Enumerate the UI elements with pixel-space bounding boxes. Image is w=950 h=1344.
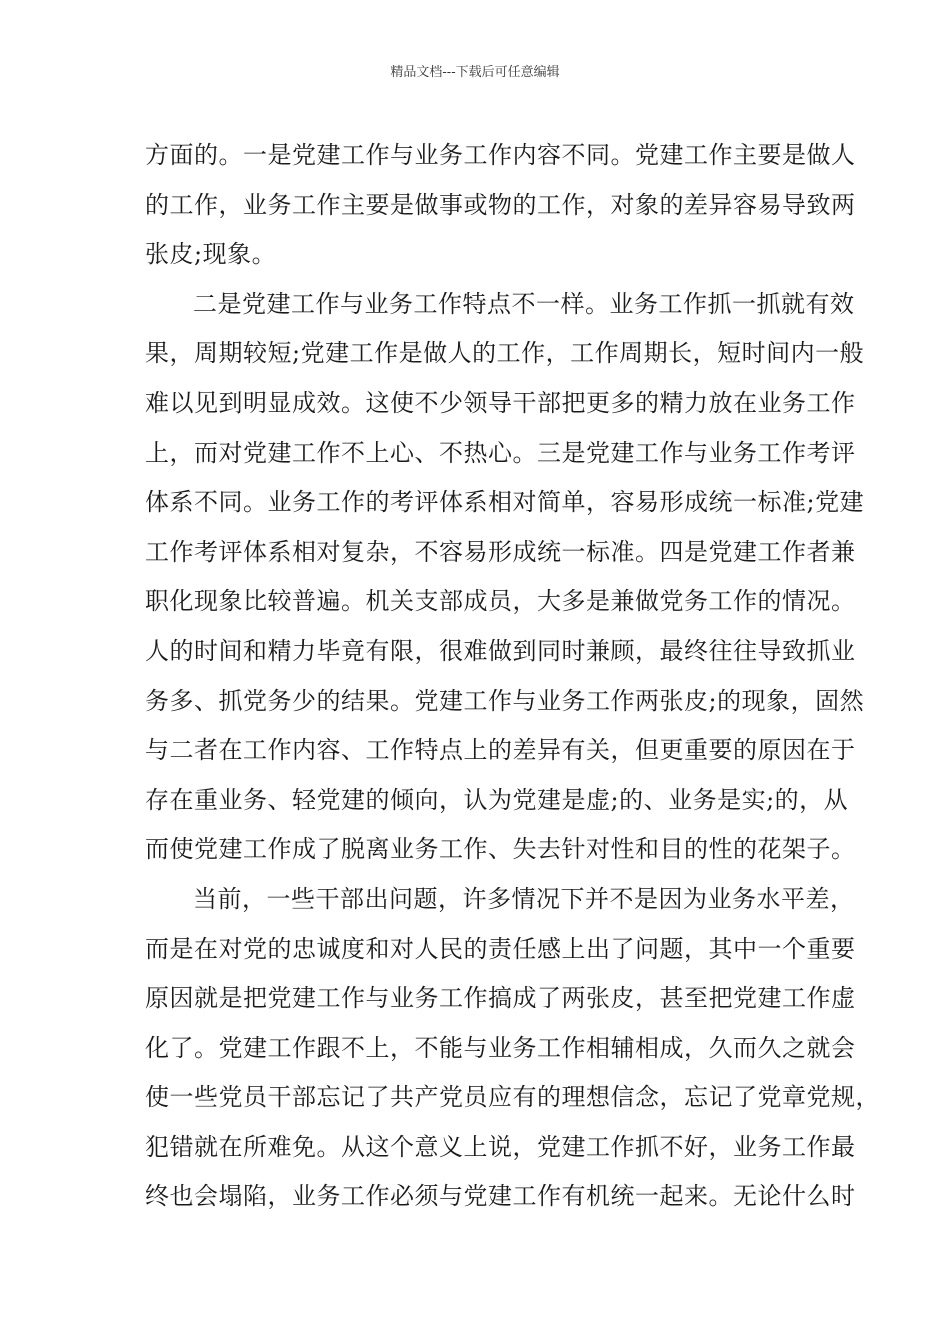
text-line: 果，周期较短;党建工作是做人的工作，工作周期长，短时间内一般 — [145, 339, 865, 368]
text-line: 人的时间和精力毕竟有限，很难做到同时兼顾，最终往往导致抓业 — [145, 636, 856, 665]
text-line: 上，而对党建工作不上心、不热心。三是党建工作与业务工作考评 — [145, 438, 856, 467]
text-line: 与二者在工作内容、工作特点上的差异有关，但更重要的原因在于 — [145, 736, 856, 765]
text-line: 使一些党员干部忘记了共产党员应有的理想信念，忘记了党章党规， — [145, 1083, 880, 1112]
text-line: 职化现象比较普遍。机关支部成员，大多是兼做党务工作的情况。 — [145, 587, 856, 616]
text-line: 犯错就在所难免。从这个意义上说，党建工作抓不好，业务工作最 — [145, 1132, 856, 1161]
text-line: 体系不同。业务工作的考评体系相对简单，容易形成统一标准;党建 — [145, 488, 865, 517]
document-body — [145, 131, 880, 1222]
text-line: 终也会塌陷，业务工作必须与党建工作有机统一起来。无论什么时 — [145, 1182, 856, 1211]
text-line: 二是党建工作与业务工作特点不一样。业务工作抓一抓就有效 — [193, 289, 855, 318]
page-header: 精品文档---下载后可任意编辑 — [390, 65, 560, 80]
text-line: 而是在对党的忠诚度和对人民的责任感上出了问题，其中一个重要 — [145, 934, 856, 963]
text-line: 的工作，业务工作主要是做事或物的工作，对象的差异容易导致两 — [145, 190, 856, 219]
text-line: 张皮;现象。 — [145, 240, 277, 269]
text-line: 工作考评体系相对复杂，不容易形成统一标准。四是党建工作者兼 — [145, 537, 856, 566]
text-line: 方面的。一是党建工作与业务工作内容不同。党建工作主要是做人 — [145, 141, 856, 169]
text-line: 难以见到明显成效。这使不少领导干部把更多的精力放在业务工作 — [145, 388, 856, 417]
text-line: 原因就是把党建工作与业务工作搞成了两张皮，甚至把党建工作虚 — [145, 984, 856, 1013]
text-line: 而使党建工作成了脱离业务工作、失去针对性和目的性的花架子。 — [145, 835, 856, 864]
text-line: 务多、抓党务少的结果。党建工作与业务工作两张皮;的现象，固然 — [145, 686, 865, 715]
text-line: 化了。党建工作跟不上，不能与业务工作相辅相成，久而久之就会 — [145, 1033, 856, 1062]
text-line: 存在重业务、轻党建的倾向，认为党建是虚;的、业务是实;的，从 — [145, 785, 849, 814]
text-line: 当前，一些干部出问题，许多情况下并不是因为业务水平差， — [193, 884, 855, 913]
